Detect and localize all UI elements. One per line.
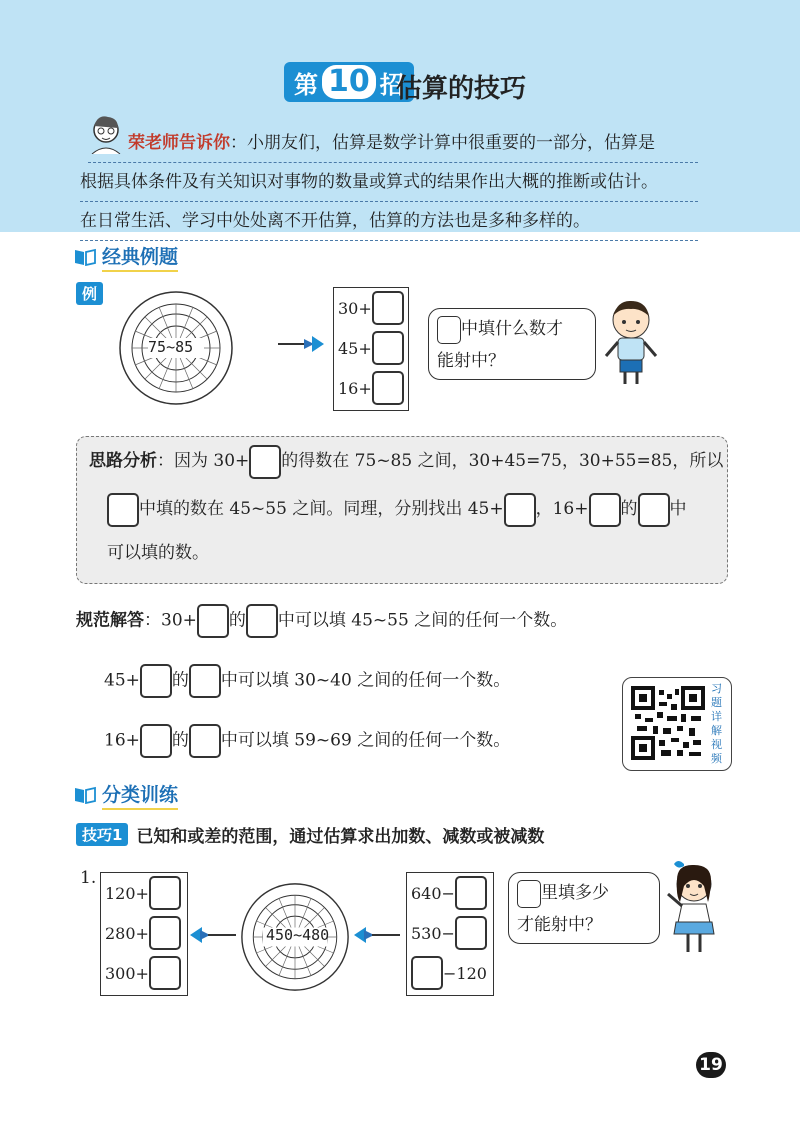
intro-line-2: 根据具体条件及有关知识对事物的数量或算式的结果作出大概的推断或估计。 bbox=[80, 163, 698, 202]
answer-box bbox=[638, 493, 670, 527]
left-equations-panel bbox=[100, 872, 188, 996]
answer-box bbox=[149, 876, 181, 910]
answer-box bbox=[411, 956, 443, 990]
range-high: 480 bbox=[302, 926, 330, 944]
right-equations-panel bbox=[406, 872, 494, 996]
eq-280: 280+ bbox=[105, 923, 149, 943]
eq-300: 300+ bbox=[105, 963, 149, 983]
solution-row2-c: 中可以填 30~40 之间的任何一个数。 bbox=[220, 670, 511, 691]
answer-box bbox=[455, 876, 487, 910]
answer-box bbox=[189, 664, 221, 698]
answer-box bbox=[140, 664, 172, 698]
analysis-line1-b: 的得数在 75~85 之间，30+45=75，30+55=85，所以 bbox=[281, 451, 724, 471]
training-heading-text: 分类训练 bbox=[102, 780, 178, 810]
solution-row3-b: 的 bbox=[171, 730, 189, 751]
training-speech-bubble bbox=[508, 872, 660, 944]
solution-row1-a: ：30+ bbox=[144, 610, 197, 631]
solution-label: 规范解答 bbox=[76, 610, 144, 631]
bubble-box bbox=[437, 316, 461, 344]
solution-row3-a: 16+ bbox=[104, 730, 140, 751]
book-icon bbox=[74, 786, 96, 804]
dart-icon bbox=[276, 333, 326, 355]
problem-number: 1. bbox=[80, 868, 97, 888]
example-equations-panel bbox=[333, 287, 409, 411]
eq-30: 30+ bbox=[338, 298, 372, 318]
solution-row-3 bbox=[104, 724, 510, 758]
answer-box bbox=[140, 724, 172, 758]
skill-row bbox=[76, 822, 544, 847]
answer-box bbox=[197, 604, 229, 638]
badge-number: 10 bbox=[322, 65, 376, 99]
dart-icon bbox=[354, 924, 402, 946]
intro-text bbox=[80, 124, 698, 241]
answer-box bbox=[372, 371, 404, 405]
badge-suffix: 招 bbox=[379, 70, 404, 99]
eq-minus-120: −120 bbox=[443, 963, 487, 983]
answer-box bbox=[372, 331, 404, 365]
bubble2-text-1: 里填多少 bbox=[541, 883, 609, 903]
analysis-line2-c: 的 bbox=[620, 499, 638, 519]
training-section-heading bbox=[74, 780, 178, 810]
answer-box bbox=[372, 291, 404, 325]
analysis-line2-d: 中 bbox=[669, 499, 687, 519]
bubble-box bbox=[517, 880, 541, 908]
example-speech-bubble bbox=[428, 308, 596, 380]
solution-row2-a: 45+ bbox=[104, 670, 140, 691]
analysis-line2-b: ，16+ bbox=[535, 499, 589, 519]
page-title: 估算的技巧 bbox=[396, 74, 527, 104]
answer-box bbox=[504, 493, 536, 527]
lesson-badge bbox=[284, 62, 414, 102]
range-sep: ~ bbox=[293, 926, 303, 944]
range-high: 85 bbox=[175, 338, 194, 356]
solution-row1-c: 中可以填 45~55 之间的任何一个数。 bbox=[277, 610, 568, 631]
eq-120: 120+ bbox=[105, 883, 149, 903]
boy-character-icon bbox=[600, 296, 662, 388]
eq-16: 16+ bbox=[338, 378, 372, 398]
analysis-line1-a: ：因为 30+ bbox=[157, 451, 250, 471]
answer-box bbox=[107, 493, 139, 527]
qr-code-card[interactable] bbox=[622, 677, 732, 771]
page-number: 19 bbox=[696, 1052, 726, 1078]
eq-45: 45+ bbox=[338, 338, 372, 358]
analysis-line2-a: 中填的数在 45~55 之间。同理，分别找出 45+ bbox=[139, 499, 504, 519]
bubble-text-1: 中填什么数才 bbox=[461, 319, 563, 339]
analysis-label: 思路分析 bbox=[89, 451, 157, 471]
skill-text: 已知和或差的范围，通过估算求出加数、减数或被减数 bbox=[136, 827, 545, 847]
dartboard-range-label bbox=[148, 338, 193, 356]
answer-box bbox=[246, 604, 278, 638]
analysis-line3: 可以填的数。 bbox=[107, 543, 209, 563]
qr-caption: 习题详解视频 bbox=[711, 682, 722, 765]
solution-row2-b: 的 bbox=[171, 670, 189, 691]
bubble2-text-2: 才能射中？ bbox=[517, 915, 602, 935]
eq-530: 530− bbox=[411, 923, 455, 943]
girl-character-icon bbox=[664, 856, 724, 956]
answer-box bbox=[149, 956, 181, 990]
badge-prefix: 第 bbox=[294, 70, 318, 99]
example-heading-text: 经典例题 bbox=[102, 242, 178, 272]
dart-icon bbox=[190, 924, 238, 946]
dartboard-range-label-2 bbox=[266, 926, 329, 944]
book-icon bbox=[74, 248, 96, 266]
solution-row-1 bbox=[76, 604, 567, 638]
qr-code-icon[interactable] bbox=[631, 686, 705, 760]
answer-box bbox=[189, 724, 221, 758]
analysis-box bbox=[76, 436, 728, 584]
answer-box bbox=[455, 916, 487, 950]
example-section-heading bbox=[74, 242, 178, 272]
intro-line-3: 在日常生活、学习中处处离不开估算，估算的方法也是多种多样的。 bbox=[80, 202, 698, 241]
solution-row3-c: 中可以填 59~69 之间的任何一个数。 bbox=[220, 730, 511, 751]
example-tag: 例 bbox=[76, 282, 103, 305]
answer-box bbox=[149, 916, 181, 950]
bubble-text-2: 能射中？ bbox=[437, 351, 505, 371]
answer-box bbox=[589, 493, 621, 527]
range-low: 75 bbox=[148, 338, 167, 356]
answer-box bbox=[249, 445, 281, 479]
eq-640: 640− bbox=[411, 883, 455, 903]
range-low: 450 bbox=[266, 926, 294, 944]
skill-tag: 技巧1 bbox=[76, 823, 128, 846]
range-sep: ~ bbox=[166, 338, 176, 356]
solution-row-2 bbox=[104, 664, 510, 698]
solution-row1-b: 的 bbox=[228, 610, 246, 631]
intro-line-1: ：小朋友们，估算是数学计算中很重要的一部分，估算是 bbox=[230, 133, 655, 153]
tutor-label: 荣老师告诉你 bbox=[128, 133, 230, 153]
